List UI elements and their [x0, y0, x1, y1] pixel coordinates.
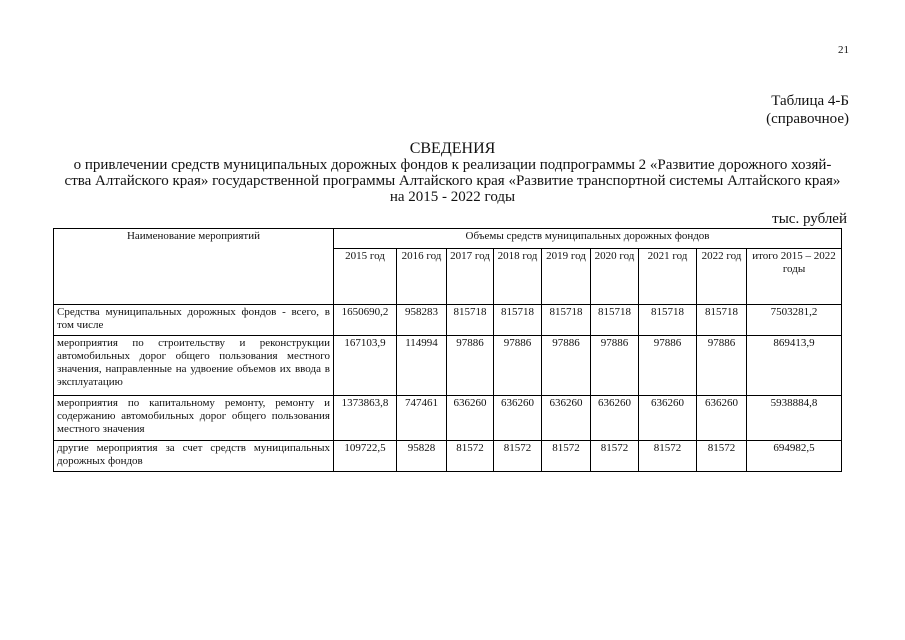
cell-value: 1650690,2: [334, 305, 397, 336]
header-year: 2016 год: [397, 249, 447, 305]
row-name: мероприятия по строительству и реконструкции автомобильных дорог общего пользования местного значения, направленные на удвоение объемов их ввода в эксплуатацию: [54, 336, 334, 396]
heading-line-1: о привлечении средств муниципальных дорожных фондов к реализации подпрограммы 2 «Развитие дорожного хозяй-: [73, 157, 832, 173]
cell-value: 97886: [697, 336, 747, 396]
table-row: [54, 305, 842, 336]
heading-line-3: на 2015 - 2022 годы: [389, 189, 516, 205]
cell-value: 97886: [447, 336, 494, 396]
table-label: [766, 92, 849, 128]
cell-value: 747461: [397, 396, 447, 441]
header-fund-volumes: Объемы средств муниципальных дорожных фондов: [334, 229, 842, 249]
page-number: 21: [838, 44, 849, 56]
cell-value: 97886: [639, 336, 697, 396]
cell-total: 5938884,8: [747, 396, 842, 441]
heading-line-2: ства Алтайского края» государственной программы Алтайского края «Развитие транспортной системы Алтайского края»: [64, 173, 841, 189]
cell-value: 1373863,8: [334, 396, 397, 441]
cell-total: 869413,9: [747, 336, 842, 396]
cell-total: 7503281,2: [747, 305, 842, 336]
cell-value: 815718: [639, 305, 697, 336]
cell-value: 97886: [542, 336, 591, 396]
cell-value: 81572: [447, 441, 494, 472]
header-year: 2015 год: [334, 249, 397, 305]
document-heading: [0, 141, 905, 205]
row-name: Средства муниципальных дорожных фондов - всего, в том числе: [54, 305, 334, 336]
row-name: мероприятия по капитальному ремонту, ремонту и содержанию автомобильных дорог общего пользования местного значения: [54, 396, 334, 441]
cell-value: 81572: [591, 441, 639, 472]
cell-value: 81572: [639, 441, 697, 472]
funds-table: [53, 228, 842, 472]
cell-value: 815718: [697, 305, 747, 336]
cell-value: 815718: [591, 305, 639, 336]
cell-value: 97886: [494, 336, 542, 396]
heading-title: СВЕДЕНИЯ: [409, 140, 496, 157]
cell-value: 636260: [639, 396, 697, 441]
header-year: 2020 год: [591, 249, 639, 305]
cell-value: 109722,5: [334, 441, 397, 472]
cell-value: 636260: [591, 396, 639, 441]
cell-value: 167103,9: [334, 336, 397, 396]
table-row: [54, 441, 842, 472]
header-measures: Наименование мероприятий: [54, 229, 334, 305]
cell-value: 636260: [542, 396, 591, 441]
table-row: [54, 396, 842, 441]
header-year: 2022 год: [697, 249, 747, 305]
cell-value: 81572: [542, 441, 591, 472]
cell-value: 97886: [591, 336, 639, 396]
cell-value: 636260: [447, 396, 494, 441]
header-year: 2021 год: [639, 249, 697, 305]
cell-value: 958283: [397, 305, 447, 336]
header-year: 2017 год: [447, 249, 494, 305]
cell-value: 95828: [397, 441, 447, 472]
header-total: итого 2015 – 2022 годы: [747, 249, 842, 305]
cell-value: 81572: [697, 441, 747, 472]
cell-total: 694982,5: [747, 441, 842, 472]
header-year: 2018 год: [494, 249, 542, 305]
cell-value: 636260: [494, 396, 542, 441]
cell-value: 81572: [494, 441, 542, 472]
table-label-note: (справочное): [766, 111, 849, 127]
cell-value: 815718: [542, 305, 591, 336]
cell-value: 815718: [494, 305, 542, 336]
table-label-number: Таблица 4-Б: [771, 93, 849, 109]
units-label: тыс. рублей: [772, 211, 847, 227]
cell-value: 636260: [697, 396, 747, 441]
table-row: [54, 336, 842, 396]
row-name: другие мероприятия за счет средств муниципальных дорожных фондов: [54, 441, 334, 472]
header-year: 2019 год: [542, 249, 591, 305]
cell-value: 114994: [397, 336, 447, 396]
cell-value: 815718: [447, 305, 494, 336]
